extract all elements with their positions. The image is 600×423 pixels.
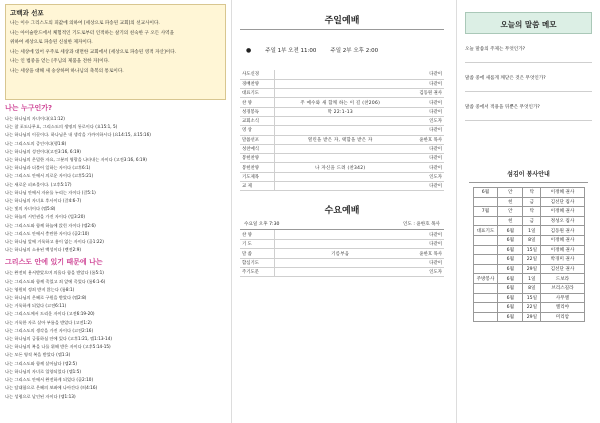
service-row [473,216,584,226]
confession-line: 나는 이수 그리스도의 피값에 의하여 [세상으로 파송된 교회]의 선교사이다. [10,21,160,26]
order-row [240,249,444,258]
wednesday-time: 수요일 오후 7:30 [244,222,280,228]
confession-lines [10,19,221,76]
in-christ-line: 나는 그리스도의 생각을 가진 자이다 (고전2:16) [5,327,94,333]
service-name: 사무엘 [541,293,584,303]
service-group [473,264,498,274]
service-name: 브리스길라 [541,283,584,293]
order-item: 봉헌찬양 [240,154,274,163]
in-christ-line: 나는 그리스도와 함께 살아났다 (엡2:5) [5,360,77,366]
memo-question-2: 말씀 중에 새롭게 깨닫은 것은 무엇인가? [465,63,592,92]
order-person: 다같이 [406,144,444,153]
order-item: 봉헌찬양 [240,163,274,172]
order-person: 윤한호 목사 [406,249,444,258]
service-sub: 22일 [523,255,541,265]
memo-panel [456,0,600,423]
in-christ-line: 나는 하나님의 은혜로 구원을 받았다 (엡2:8) [5,295,87,301]
order-person: 인도자 [406,116,444,125]
service-sub: 15일 [523,245,541,255]
order-content: 나 자신을 드려 (찬342) [274,163,406,172]
order-content [274,230,406,239]
in-christ-line: 나는 성령으로 날인된 자이다 (엡1:13) [5,393,76,399]
order-item: 영 상 [240,126,274,135]
sunday-times [240,30,444,70]
order-row [240,268,444,277]
order-person: 다같이 [406,126,444,135]
order-item: 교회소식 [240,116,274,125]
identity-line: 나는 하늘의 시민권을 가진 자이다 (빌3:20) [5,214,86,220]
identity-line: 나는 하나님의 자녀이다(요1:12) [5,116,65,121]
service-sub: 탁 [523,207,541,217]
service-sub: 1일 [523,274,541,284]
service-row [473,255,584,265]
service-title: 섬김이 봉사안내 [469,165,588,183]
service-group [473,245,498,255]
service-group [473,255,498,265]
order-row [240,126,444,135]
service-row [473,235,584,245]
order-item: 찬 양 [240,230,274,239]
service-week: 6월 [498,283,523,293]
order-of-worship [236,0,448,423]
order-item: 대표기도 [240,89,274,98]
order-content: 기름부음 [274,249,406,258]
order-content: 열린을 받은 자, 택함을 받은 자 [274,135,406,144]
identity-line: 나는 하나님의 소유된 백성이다 (벧전2:9) [5,247,82,253]
order-row [240,154,444,163]
service-row [473,264,584,274]
order-person: 다같이 [406,154,444,163]
order-content [274,240,406,249]
order-item: 성찬예식 [240,144,274,153]
service-week: 헌 [498,216,523,226]
order-item: 경배찬양 [240,79,274,88]
service-name: 드보라 [541,274,584,284]
service-name: 김선단 집사 [541,197,584,207]
service-week: 6월 [498,303,523,313]
order-content [274,89,406,98]
order-person: 다같이 [406,182,444,191]
order-row [240,172,444,181]
service-week: 6월 [498,274,523,284]
identity-line: 나는 하나님과 더불어 일하는 자이다 (고후6:1) [5,165,91,171]
order-row [240,70,444,79]
identity-line: 나는 그리스도 안에서 의로운 자이다 (고후5:21) [5,173,94,179]
confession-line: 나는 아이슬란드에서 체험적인 기도로부터 인적하는 살기의 친숙한 구 오든 사역을 [10,30,175,36]
identity-line: 나는 그리스도 안에서 충만한 자이다 (골2:10) [5,230,90,236]
service-week: 6월 [498,226,523,236]
service-name: 김선단 권사 [541,264,584,274]
who-am-i-title: 나는 누구인가? [5,104,53,112]
order-row [240,230,444,239]
in-christ-list [5,269,226,400]
service-row [473,226,584,236]
in-christ-line: 나는 영원히 정죄 받지 않는다 (롬8:1) [5,286,75,292]
service-group [473,235,498,245]
order-content [274,126,406,135]
identity-line: 나는 하나님의 자녀요 후사이다 (갈4:6-7) [5,198,82,204]
service-row [473,207,584,217]
order-row [240,240,444,249]
order-item: 교 제 [240,182,274,191]
order-row [240,89,444,98]
order-person: 다같이 [406,230,444,239]
identity-line: 나는 빛의 자녀이다 (엡5:8) [5,206,56,212]
in-christ-title: 그리스도 안에 있기 때문에 나는 [5,258,103,267]
identity-line: 나는 하나님의 이끌이다. 하나님은 내 생각을 가까이하시다 (요14:15, 요15:16) [5,132,151,138]
order-row [240,116,444,125]
service-week: 6월 [498,235,523,245]
order-row [240,182,444,191]
memo-question-1: 오늘 말씀의 주제는 무엇인가? [465,34,592,63]
service-sub: 1일 [523,226,541,236]
service-name: 박경미 권사 [541,255,584,265]
identity-line: 나는 하나님 안에서 자유를 누리는 자이다 (갈5:1) [5,189,96,195]
service-name: 이정혜 권사 [541,235,584,245]
sunday-order-table [240,70,444,191]
order-content [274,116,406,125]
order-person: 다같이 [406,163,444,172]
order-item: 성경봉독 [240,107,274,116]
order-content [274,70,406,79]
order-person: 다같이 [406,79,444,88]
identity-line: 나는 하나님 앞에 거룩하고 흠이 없는 자이다 (골1:22) [5,239,104,245]
service-row [473,283,584,293]
service-sub: 22일 [523,303,541,313]
order-item: 기 도 [240,240,274,249]
service-name: 정성오 집사 [541,216,584,226]
identity-line: 나는 그리스도와 함께 하늘에 앉힌 자이다 (엡2:6) [5,222,96,228]
service-row [473,274,584,284]
order-content [274,258,406,267]
order-content [274,268,406,277]
service-group [473,283,498,293]
service-group [473,312,498,322]
service-name: 이정혜 권사 [541,245,584,255]
in-christ-line: 나는 하나님의 복을 나를 위해 받은 자이다 (고후5:14-15) [5,344,111,350]
identity-line: 나는 그리스도의 증인이다(행1:8) [5,140,67,146]
confession-line: 나는 인 법중을 얻는 [주님의 제품을 전한 자]이다. [10,59,110,64]
service-week: 헌 [498,197,523,207]
service-name: 미리암 [541,312,584,322]
order-item: 기도제목 [240,172,274,181]
order-item: 찬 양 [240,98,274,107]
service-week: 6월 [498,312,523,322]
order-content [274,79,406,88]
in-christ-line: 나는 그리스도께서 드리운 자이다 (고전6:19-20) [5,311,95,317]
confession-title: 고백과 선포 [10,9,44,17]
order-item: 사도신경 [240,70,274,79]
service-week: 안 [498,188,523,198]
order-content [274,144,406,153]
service-group [473,216,498,226]
memo-question-3: 말씀 중에서 적용을 뒤뿐은 무엇인가? [465,92,592,121]
order-item: 말씀선포 [240,135,274,144]
service-sub: 탁 [523,188,541,198]
service-sub: 금 [523,197,541,207]
service-week: 6월 [498,264,523,274]
order-person: 다같이 [406,240,444,249]
in-christ-line: 나는 거룩하게 되었다 (고전6:11) [5,303,67,309]
order-row [240,79,444,88]
order-row [240,98,444,107]
in-christ-line: 나는 그리스도 안에서 완전하게 되었다 (골2:10) [5,377,94,383]
order-row [240,144,444,153]
order-row [240,163,444,172]
sunday-time-2: 주일 2부 오후 2:00 [330,48,379,54]
bullet-icon: ● [246,46,252,54]
order-row [240,107,444,116]
service-sub: 금 [523,216,541,226]
confession-line: 위하여 세상으로 파송된 신실한 제자이다. [10,40,93,45]
wednesday-info [240,215,444,230]
wednesday-title: 수요예배 [324,206,360,217]
service-group [473,303,498,313]
service-name: 엘리야 [541,303,584,313]
service-week: 6월 [498,255,523,265]
service-row [473,245,584,255]
service-week: 6월 [498,245,523,255]
order-content: 주 예수와 새 함께 하는 이 길 (찬206) [274,98,406,107]
service-sub: 15일 [523,293,541,303]
order-person: 인도자 [406,172,444,181]
service-row [473,312,584,322]
order-person: 인도자 [406,268,444,277]
service-row [473,188,584,198]
order-person: 윤한호 목사 [406,135,444,144]
in-christ-line: 나는 거룩한 자로 살아 부름을 받았다 (고전1:2) [5,319,92,325]
sunday-time-1: 주일 1부 오전 11:00 [265,48,317,54]
identity-line: 나는 새로운 피조물이다. (고후5:17) [5,181,72,187]
order-item: 주기도문 [240,268,274,277]
service-sub: 8일 [523,235,541,245]
identity-line: 나는 참 포도나무요, 그리스도의 생명의 통로이다 (요15:1, 5) [5,124,118,130]
service-week: 6월 [498,293,523,303]
order-row [240,258,444,267]
service-name: 이정혜 권사 [541,207,584,217]
in-christ-line: 나는 모든 영적 복을 받았다 (엡1:3) [5,352,71,358]
order-person: 다같이 [406,107,444,116]
in-christ-line: 나는 그리스도와 함께 죽었고 죄 앞에 죽었다 (롬6:1-6) [5,278,106,284]
sunday-title: 주일예배 [240,4,444,30]
service-row [473,303,584,313]
order-person: 김동원 권사 [406,89,444,98]
wednesday-order-table [240,230,444,277]
memo-title: 오늘의 말씀 메모 [465,12,592,34]
service-group: 6월 [473,188,498,198]
service-table [473,187,585,322]
order-item: 말 씀 [240,249,274,258]
order-row [240,135,444,144]
order-content [274,182,406,191]
order-content [274,172,406,181]
service-sub: 8일 [523,283,541,293]
confession-line: 나는 세상을 대해 새 숭상하며 하나님의 축복의 통로이다. [10,68,124,74]
order-item: 합심기도 [240,258,274,267]
service-week: 안 [498,207,523,217]
service-group [473,197,498,207]
service-group [473,293,498,303]
left-panel [0,0,232,423]
service-name: 이정혜 권사 [541,188,584,198]
service-row [473,197,584,207]
in-christ-line: 나는 하나님의 자녀로 입양되었다 (엡1:5) [5,368,82,374]
order-person: 다같이 [406,98,444,107]
in-christ-line: 나는 완전히 용서받았으며 의롭다 함을 받았다 (롬5:1) [5,270,104,276]
order-content: 막 22:1-13 [274,107,406,116]
memo-blank-space [461,121,596,161]
who-am-i-list [5,115,226,254]
identity-line: 나는 하나님의 은밀한 자요, 그분의 영광을 나타내는 자이다 (고전3:16, 6:19) [5,157,147,163]
confession-box [5,4,226,100]
identity-line: 나는 하나님의 성전이다(고전3:16, 6:19) [5,148,81,154]
service-group: 대표기도 [473,226,498,236]
service-sub: 29일 [523,312,541,322]
wednesday-leader: 인도 : 윤한호 목사 [403,222,440,228]
in-christ-line: 나는 담대함으로 은혜의 보좌에 나아간다 (히4:16) [5,385,98,391]
service-group: 주방봉사 [473,274,498,284]
order-content [274,154,406,163]
service-sub: 29일 [523,264,541,274]
in-christ-line: 나는 하나님의 긍휼하심 안에 있다 (고후1:21, 엡1:13-14) [5,336,112,342]
service-group: 7월 [473,207,498,217]
order-person: 다같이 [406,258,444,267]
confession-line: 나는 세상에 있어 우주로 세상과 대면한 교회에서 [세상으로 파송된 영적 자산]이다. [10,49,177,55]
order-person: 다같이 [406,70,444,79]
service-row [473,293,584,303]
service-name: 김동원 권사 [541,226,584,236]
